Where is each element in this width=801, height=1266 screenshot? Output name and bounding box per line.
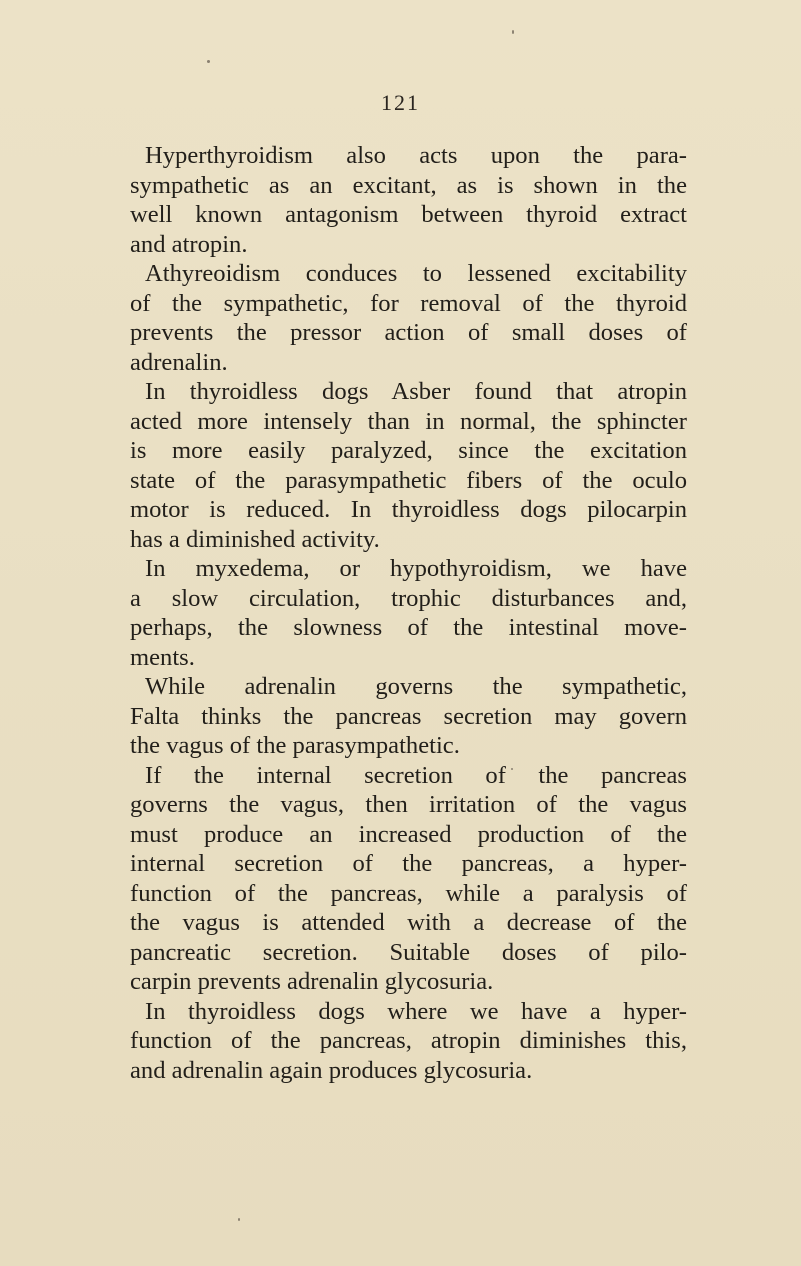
text-line: adrenalin. [130,348,228,376]
paper-speck [207,60,210,63]
text-line: If the internal secretion of the pancreas [145,761,687,789]
text-line: sympathetic as an excitant, as is shown in the [130,171,687,199]
text-line: must produce an increased production of the [130,820,687,848]
body-text [130,141,687,1085]
text-line: function of the pancreas, atropin diminishes this, [130,1027,687,1054]
page-number: 121 [381,90,420,115]
text-line: function of the pancreas, while a paralysis of [130,879,687,907]
paragraph [130,259,687,377]
text-line: state of the parasympathetic fibers of the oculo [130,466,687,494]
paragraph [130,554,687,672]
text-line: Falta thinks the pancreas secretion may govern [130,702,687,730]
text-line: is more easily paralyzed, since the excitation [130,437,687,464]
paragraph [130,377,687,554]
text-line: internal secretion of the pancreas, a hyper- [130,850,687,877]
paragraph [130,997,687,1086]
text-line: carpin prevents adrenalin glycosuria. [130,968,494,995]
text-line: While adrenalin governs the sympathetic, [145,673,687,700]
text-line: In thyroidless dogs where we have a hyper- [145,997,687,1025]
text-line: governs the vagus, then irritation of the vagus [130,791,687,818]
text-line: a slow circulation, trophic disturbances and, [130,584,687,612]
paper-speck [512,30,514,34]
text-line: ments. [130,643,195,671]
text-line: has a diminished activity. [130,525,380,553]
paper-speck [238,1218,240,1221]
text-line: acted more intensely than in normal, the sphincter [130,407,687,435]
text-line: In myxedema, or hypothyroidism, we have [145,555,687,582]
text-line: prevents the pressor action of small doses of [130,319,687,346]
paragraph [130,672,687,761]
text-line: motor is reduced. In thyroidless dogs pilocarpin [130,496,687,523]
text-line: Hyperthyroidism also acts upon the para- [145,142,687,169]
text-line: well known antagonism between thyroid extract [130,201,687,228]
text-line: the vagus is attended with a decrease of the [130,909,687,936]
text-line: Athyreoidism conduces to lessened excitability [145,260,687,287]
text-line: and atropin. [130,230,248,258]
text-line: the vagus of the parasympathetic. [130,732,460,759]
text-line: of the sympathetic, for removal of the thyroid [130,289,687,317]
paragraph [130,141,687,259]
text-line: In thyroidless dogs Asber found that atropin [145,378,687,405]
paragraph [130,761,687,997]
text-line: and adrenalin again produces glycosuria. [130,1056,533,1084]
text-line: pancreatic secretion. Suitable doses of pilo- [130,938,687,966]
text-line: perhaps, the slowness of the intestinal move- [130,614,687,641]
